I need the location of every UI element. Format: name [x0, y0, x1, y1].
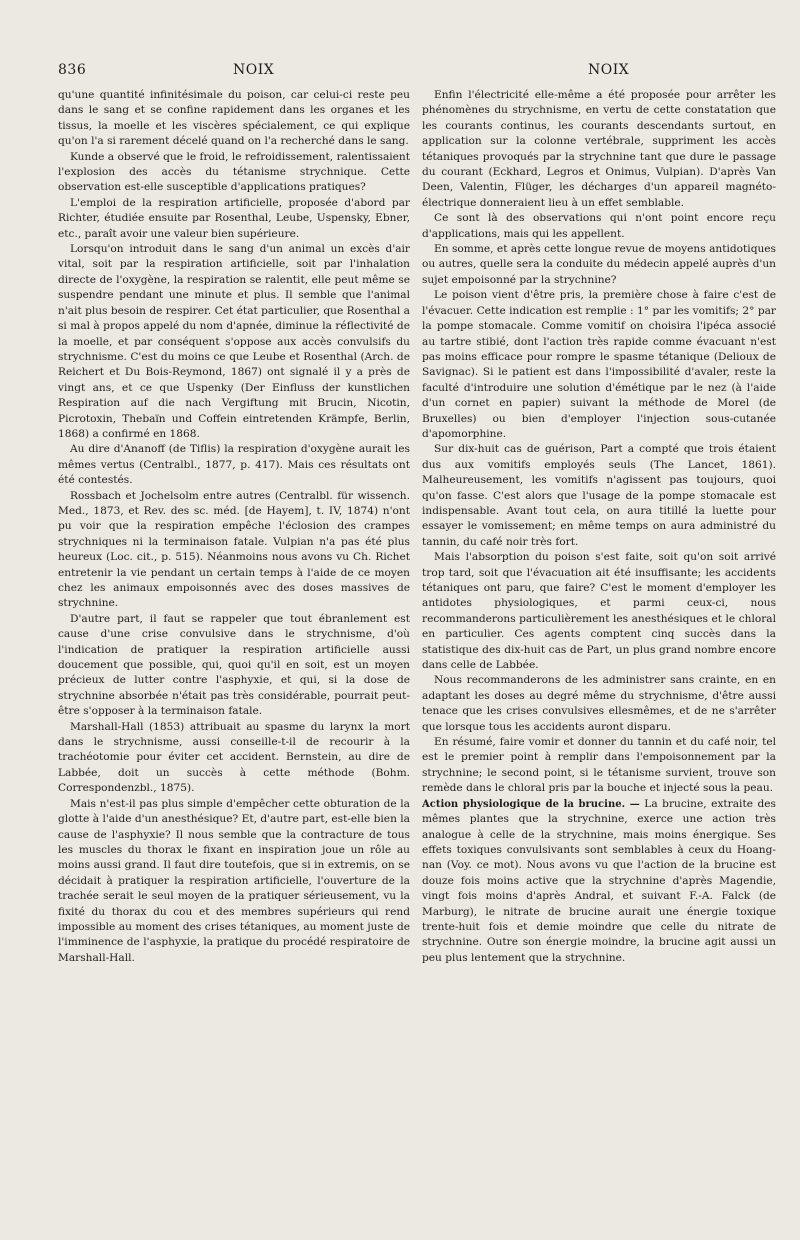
paragraph: Le poison vient d'être pris, la première chose à faire c'est de l'évacuer. Cette indication est remplie : 1° par les vomitifs; 2° par la pompe stomacale. Comme vomitif on choisira l'ipéca associé au tartre stibié, dont l'action très rapide comme évacuant n'est pas moins efficace pour rompre le spasme tétanique (Delioux de Savignac). Si le patient est dans l'impossibilité d'avaler, reste la faculté d'introduire une solution d'émétique par le nez (à l'aide d'un cornet en papier) suivant la méthode de Morel (de Bruxelles) ou bien d'employer l'injection sous-cutanée d'apomorphine.	[422, 289, 776, 440]
paragraph: Enfin l'électricité elle-même a été proposée pour arrêter les phénomènes du strychnisme, en vertu de cette constatation que les courants continus, les courants descendants surtout, en application sur la colonne vertébrale, suppriment les accès tétaniques provoqués par la strychnine tant que dure le passage du courant (Eckhard, Legros et Onimus, Vulpian). D'après Van Deen, Valentin, Flüger, les décharges d'un appareil magnéto-électrique donneraient lieu à un effet semblable.	[422, 89, 776, 209]
paragraph: L'emploi de la respiration artificielle, proposée d'abord par Richter, étudiée ensuite par Rosenthal, Leube, Uspensky, Ebner, etc., paraît avoir une valeur bien supérieure.	[58, 196, 410, 240]
paragraph: Mais n'est-il pas plus simple d'empêcher cette obturation de la glotte à l'aide d'un anesthésique? Et, d'autre part, est-elle bien la cause de l'asphyxie? Il nous semble que la contracture de tous les muscles du thorax le fixant en inspiration joue un rôle au moins aussi grand. Il faut dire toutefois, que si in extremis, on se décidait à pratiquer la respiration artificielle, l'ouverture de la trachée serait le seul moyen de la pratiquer sérieusement, vu la fixité du thorax du cou et des membres supérieurs qui rend impossible au moment des crises tétaniques, au moment juste de l'imminence de l'asphyxie, la pratique du procédé respiratoire de Marshall-Hall.	[58, 797, 410, 964]
paragraph: En somme, et après cette longue revue de moyens antidotiques ou autres, quelle sera la conduite du médecin appelé auprès d'un sujet empoisonné par la strychnine?	[422, 243, 776, 286]
section-paragraph	[422, 797, 776, 966]
page-number: 836	[58, 62, 87, 78]
section-text: La brucine, extraite des mêmes plantes que la strychnine, exerce une action très analogue à celle de la strychnine, mais moins énergique. Ses effets toxiques convulsivants sont semblables à ceux du Hoang-nan (Voy. ce mot). Nous avons vu que l'action de la brucine est douze fois moins active que la strychnine d'après Magendie, vingt fois moins d'après Andral, et suivant F.-A. Falck (de Marburg), le nitrate de brucine aurait une énergie toxique trente-huit fois et demie moindre que celle du nitrate de strychnine. Outre son énergie moindre, la brucine agit aussi un peu plus lentement que la strychnine.	[422, 797, 776, 964]
right-column	[422, 88, 776, 966]
paragraph: Au dire d'Ananoff (de Tiflis) la respiration d'oxygène aurait les mêmes vertus (Centralbl., 1877, p. 417). Mais ces résultats ont été contestés.	[58, 443, 410, 487]
paragraph: Mais l'absorption du poison s'est faite, soit qu'on soit arrivé trop tard, soit que l'évacuation ait été insuffisante; les accidents tétaniques ont paru, que faire? C'est le moment d'employer les antidotes physiologiques, et parmi ceux-ci, nous recommanderons particulièrement les anesthésiques et le chloral en particulier. Ces agents comptent cinq succès dans la statistique des dix-huit cas de Part, un plus grand nombre encore dans celle de Labbée.	[422, 551, 776, 672]
paragraph: Ce sont là des observations qui n'ont point encore reçu d'applications, mais qui les appellent.	[422, 212, 776, 240]
running-header	[58, 62, 760, 84]
paragraph: qu'une quantité infinitésimale du poison, car celui-ci reste peu dans le sang et se confine rapidement dans les organes et les tissus, la moelle et les viscères spécialement, ce qui explique qu'on l'a si rarement décelé quand on l'a recherché dans le sang.	[58, 89, 410, 148]
section-heading: Action physiologique de la brucine. —	[422, 798, 640, 810]
paragraph: En résumé, faire vomir et donner du tannin et du café noir, tel est le premier point à remplir dans l'empoisonnement par la strychnine; le second point, si le tétanisme survient, trouve son remède dans le chloral pris par la bouche et injecté sous la peau.	[422, 736, 776, 795]
paragraph: Kunde a observé que le froid, le refroidissement, ralentissaient l'explosion des accès du tétanisme strychnique. Cette observation est-elle susceptible d'applications pratiques?	[58, 150, 410, 194]
paragraph: D'autre part, il faut se rappeler que tout ébranlement est cause d'une crise convulsive dans le strychnisme, d'où l'indication de pratiquer la respiration artificielle aussi doucement que possible, qui, quoi qu'il en soit, est un moyen précieux de lutter contre l'asphyxie, et qui, si la dose de strychnine absorbée n'était pas très considérable, pourrait peut-être s'opposer à la terminaison fatale.	[58, 612, 410, 718]
running-title-right: NOIX	[588, 62, 630, 78]
paragraph: Rossbach et Jochelsolm entre autres (Centralbl. für wissench. Med., 1873, et Rev. des sc. méd. [de Hayem], t. IV, 1874) n'ont pu voir que la respiration empêche l'éclosion des crampes strychniques ni la terminaison fatale. Vulpian n'a pas été plus heureux (Loc. cit., p. 515). Néanmoins nous avons vu Ch. Richet entretenir la vie pendant un certain temps à l'aide de ce moyen chez les animaux empoisonnés avec des doses massives de strychnine.	[58, 489, 410, 610]
left-column	[58, 88, 410, 966]
paragraph: Lorsqu'on introduit dans le sang d'un animal un excès d'air vital, soit par la respiration artificielle, soit par l'inhalation directe de l'oxygène, la respiration se ralentit, elle peut même se suspendre pendant une minute et plus. Il semble que l'animal n'ait plus besoin de respirer. Cet état particulier, que Rosenthal a si mal à propos appelé du nom d'apnée, diminue la réflectivité de la moelle, et par conséquent s'oppose aux accès convulsifs du strychnisme. C'est du moins ce que Leube et Rosenthal (Arch. de Reichert et Du Bois-Reymond, 1867) ont signalé il y a près de vingt ans, et ce que Uspenky (Der Einfluss der kunstlichen Respiration auf die nach Vergiftung mit Brucin, Nicotin, Picrotoxin, Thebaïn und Coffein eintretenden Krämpfe, Berlin, 1868) a confirmé en 1868.	[58, 243, 410, 440]
running-title-left: NOIX	[233, 62, 275, 78]
paragraph: Nous recommanderons de les administrer sans crainte, en en adaptant les doses au degré même du strychnisme, d'être aussi tenace que les crises convulsives ellesmêmes, et de ne s'arrêter que lorsque tous les accidents auront disparu.	[422, 674, 776, 733]
paragraph: Marshall-Hall (1853) attribuait au spasme du larynx la mort dans le strychnisme, aussi conseille-t-il de recourir à la trachéotomie pour éviter cet accident. Bernstein, au dire de Labbée, doit un succès à cette méthode (Bohm. Correspondenzbl., 1875).	[58, 720, 410, 795]
paragraph: Sur dix-huit cas de guérison, Part a compté que trois étaient dus aux vomitifs employés seuls (The Lancet, 1861). Malheureusement, les vomitifs n'agissent pas toujours, quoi qu'on fasse. C'est alors que l'usage de la pompe stomacale est indispensable. Avant tout cela, on aura titillé la luette pour essayer le vomissement; en même temps on aura administré du tannin, du café noir très fort.	[422, 443, 776, 548]
